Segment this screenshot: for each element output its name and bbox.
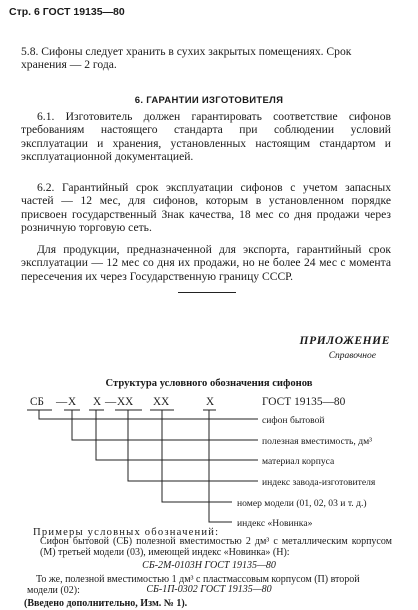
code-part-factory: ХХ	[117, 396, 134, 408]
code-part-dash: —	[56, 396, 68, 408]
label-sifon-bytovoy: сифон бытовой	[262, 415, 325, 426]
examples-heading: Примеры условных обозначений:	[33, 527, 220, 538]
amendment-note: (Введено дополнительно, Изм. № 1).	[24, 598, 188, 609]
diagram-standard: ГОСТ 19135—80	[262, 396, 346, 408]
label-volume: полезная вместимость, дм³	[262, 436, 373, 447]
paragraph-export: Для продукции, предназначенной для экспорта, гарантийный срок эксплуатации — 12 мес со дня их продажи, но не более 24 мес с момента пересечения их через Государственную границу СССР.	[21, 243, 391, 283]
paragraph-6-2: 6.2. Гарантийный срок эксплуатации сифонов с учетом запасных частей — 12 мес, для сифонов, которым в установленном порядке присвоен государственный Знак качества, 18 мес со дня продажи через розничную торговую сеть.	[21, 181, 391, 235]
code-part-model: ХХ	[153, 396, 170, 408]
code-part-sb: СБ	[30, 396, 44, 408]
diagram-title: Структура условного обозначения сифонов	[105, 378, 313, 389]
code-part-volume: Х	[68, 396, 77, 408]
example-2-formula: СБ-1П-0302 ГОСТ 19135—80	[146, 584, 272, 595]
code-part-novinka: Х	[206, 396, 215, 408]
label-material: материал корпуса	[262, 456, 335, 467]
label-factory-index: индекс завода-изготовителя	[262, 477, 376, 488]
paragraph-5-8: 5.8. Сифоны следует хранить в сухих закрытых помещениях. Срок хранения — 2 года.	[21, 45, 352, 72]
section-title: 6. ГАРАНТИИ ИЗГОТОВИТЕЛЯ	[134, 95, 284, 106]
label-novinka: индекс «Новинка»	[237, 518, 313, 529]
label-model-number: номер модели (01, 02, 03 и т. д.)	[237, 498, 367, 509]
example-1-text: Сифон бытовой (СБ) полезной вместимостью 2 дм³ с металлическим корпусом (М) третьей модели (03), имеющей индекс «Новинка» (Н):	[40, 536, 392, 558]
example-2-text: То же, полезной вместимостью 1 дм³ с пластмассовым корпусом (П) второй модели (02):	[27, 574, 360, 596]
appendix-subtitle: Справочное	[328, 351, 376, 361]
code-part-material: Х	[93, 396, 102, 408]
page-header: Стр. 6 ГОСТ 19135—80	[9, 6, 125, 18]
paragraph-6-1: 6.1. Изготовитель должен гарантировать соответствие сифонов требованиям настоящего стандарта при соблюдении условий эксплуатации и хранения, установленных настоящим стандартом и эксплуатационной документацией.	[21, 110, 391, 164]
bracket-lines	[39, 410, 258, 522]
example-1-formula: СБ-2М-0103Н ГОСТ 19135—80	[142, 560, 276, 571]
code-part-dash: —	[105, 396, 117, 408]
appendix-title: ПРИЛОЖЕНИЕ	[299, 335, 390, 347]
